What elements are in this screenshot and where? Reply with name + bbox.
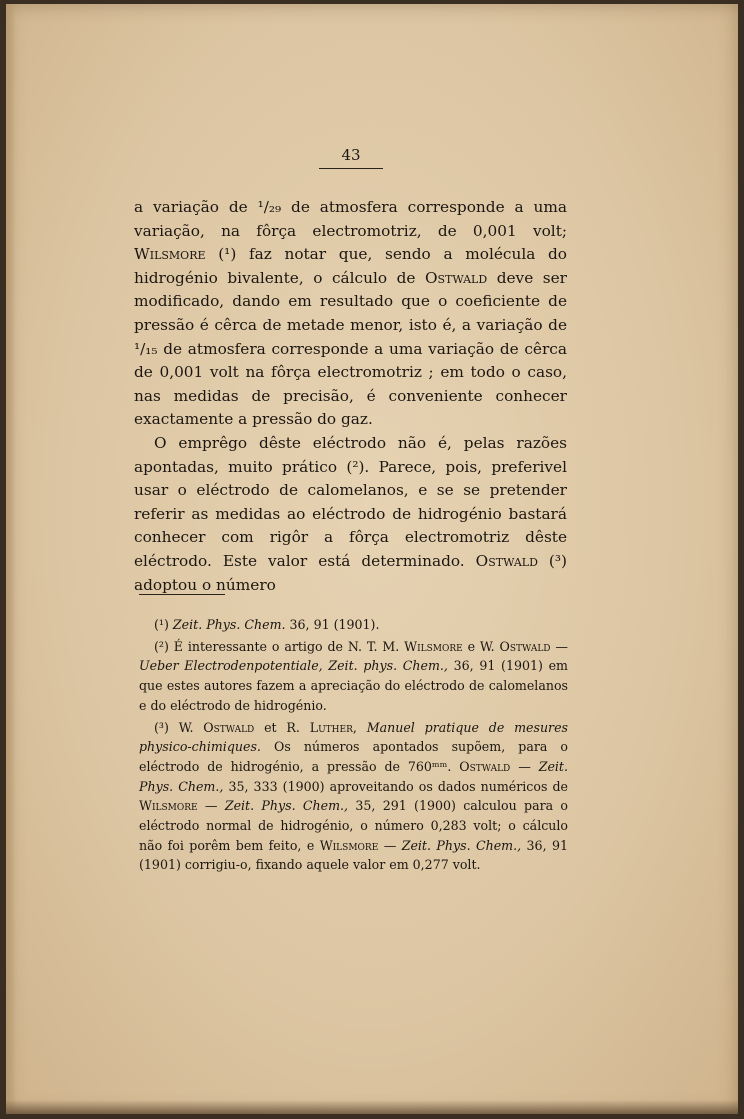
text-run: ³ bbox=[158, 719, 164, 735]
author-name: Wilsmore bbox=[139, 798, 198, 814]
text-run: de atmosfera corresponde a uma variação de cêrca de 0,001 volt na fôrça electromotriz ; em todo o caso, nas medidas de precisão, é conveniente conhecer exactamente a pressão do gaz. bbox=[134, 339, 567, 429]
citation-title: Ueber Electrodenpotentiale, Zeit. phys. Chem., bbox=[139, 658, 448, 674]
text-run: Os números apontados supõem, para o eléctrodo de hidrogénio, a pressão de 760ᵐᵐ. bbox=[139, 739, 568, 774]
text-run: 35, 291 (1900) calculou para o eléctrodo normal de hidrogénio, o número 0,283 volt; o cálculo não foi porêm bem feito, e bbox=[139, 798, 568, 853]
paragraph bbox=[134, 196, 567, 432]
text-run: — bbox=[550, 638, 568, 654]
text-run: 35, 333 (1900) aproveitando os dados numéricos de bbox=[223, 778, 568, 794]
text-run: ¹ bbox=[224, 245, 231, 264]
text-run: — bbox=[510, 758, 539, 774]
text-run: e W. bbox=[462, 638, 500, 654]
page-gutter bbox=[6, 4, 16, 1114]
text-run: ) bbox=[163, 617, 173, 632]
page-number-rule bbox=[319, 168, 383, 169]
text-run: de atmosfera corresponde a uma variação, na fôrça electromotriz, de 0,001 volt; bbox=[134, 198, 567, 240]
text-run: ) É interessante o artigo de N. T. M. bbox=[163, 638, 405, 654]
footnote bbox=[139, 615, 568, 635]
text-run: — bbox=[197, 798, 225, 814]
citation-title: Zeit. Phys. Chem., bbox=[139, 758, 568, 794]
text-run: et R. bbox=[254, 719, 310, 735]
text-run: 36, 91 (1901). bbox=[285, 617, 380, 632]
footnote-rule bbox=[139, 594, 225, 595]
text-run: — bbox=[378, 837, 402, 853]
page-number: 43 bbox=[341, 146, 361, 164]
text-run: , bbox=[352, 719, 367, 735]
citation-title: Manuel pratique de mesures physico-chimiques. bbox=[139, 719, 568, 755]
text-run: ( bbox=[154, 638, 159, 654]
text-run: ( bbox=[154, 719, 159, 735]
book-page bbox=[6, 4, 738, 1114]
text-run: ) faz notar que, sendo a molécula do hidrogénio bivalente, o cálculo de bbox=[134, 245, 568, 287]
text-run: ¹/₁₅ bbox=[134, 339, 158, 358]
text-run: ³ bbox=[554, 551, 562, 570]
footnote bbox=[139, 637, 568, 716]
text-run: ) adoptou o número bbox=[134, 551, 567, 594]
paragraph bbox=[134, 432, 567, 597]
author-name: Luther bbox=[309, 719, 353, 735]
footnote bbox=[139, 718, 568, 876]
text-run: deve ser modificado, dando em resultado que o coeficiente de pressão é cêrca de metade menor, isto é, a variação de bbox=[134, 268, 567, 334]
author-name: Wilsmore bbox=[404, 638, 463, 654]
citation-title: Zeit. Phys. Chem., bbox=[401, 837, 522, 853]
text-run: ² bbox=[352, 457, 359, 476]
text-run: ). Parece, pois, preferivel usar o eléctrodo de calomelanos, e se se pretender referir as medidas ao eléctrodo de hidrogénio bastará conhecer com rigôr a fôrça electromotriz dêste eléctrodo. Este valor está determinado. bbox=[134, 457, 567, 570]
text-run: 36, 91 (1901) corrigiu-o, fixando aquele valor em 0,277 volt. bbox=[139, 837, 569, 873]
text-run: ² bbox=[158, 638, 164, 654]
text-run: ( bbox=[205, 245, 225, 264]
text-run: ¹/₂₉ bbox=[257, 198, 282, 216]
text-run: ¹ bbox=[158, 617, 164, 632]
text-run: ) W. bbox=[163, 719, 204, 735]
page-edge-stain bbox=[6, 1100, 738, 1114]
author-name: Wilsmore bbox=[319, 837, 379, 853]
author-name: Ostwald bbox=[203, 719, 255, 735]
body-text bbox=[134, 196, 567, 597]
author-name: Ostwald bbox=[424, 268, 488, 287]
text-run: 36, 91 (1901) em que estes autores fazem a apreciação do eléctrodo de calomelanos e do eléctrodo de hidrogénio. bbox=[139, 658, 568, 713]
text-run: ( bbox=[154, 617, 159, 632]
citation-title: Zeit. Phys. Chem. bbox=[172, 617, 286, 632]
author-name: Ostwald bbox=[459, 758, 511, 774]
citation-title: Zeit. Phys. Chem., bbox=[224, 798, 349, 814]
text-run: ( bbox=[537, 551, 555, 570]
footnotes bbox=[139, 615, 568, 877]
author-name: Wilsmore bbox=[134, 245, 206, 264]
text-run: a variação de bbox=[134, 198, 258, 216]
author-name: Ostwald bbox=[499, 638, 551, 654]
text-run: O emprêgo dêste eléctrodo não é, pelas razões apontadas, muito prático ( bbox=[134, 433, 567, 476]
author-name: Ostwald bbox=[475, 551, 538, 570]
